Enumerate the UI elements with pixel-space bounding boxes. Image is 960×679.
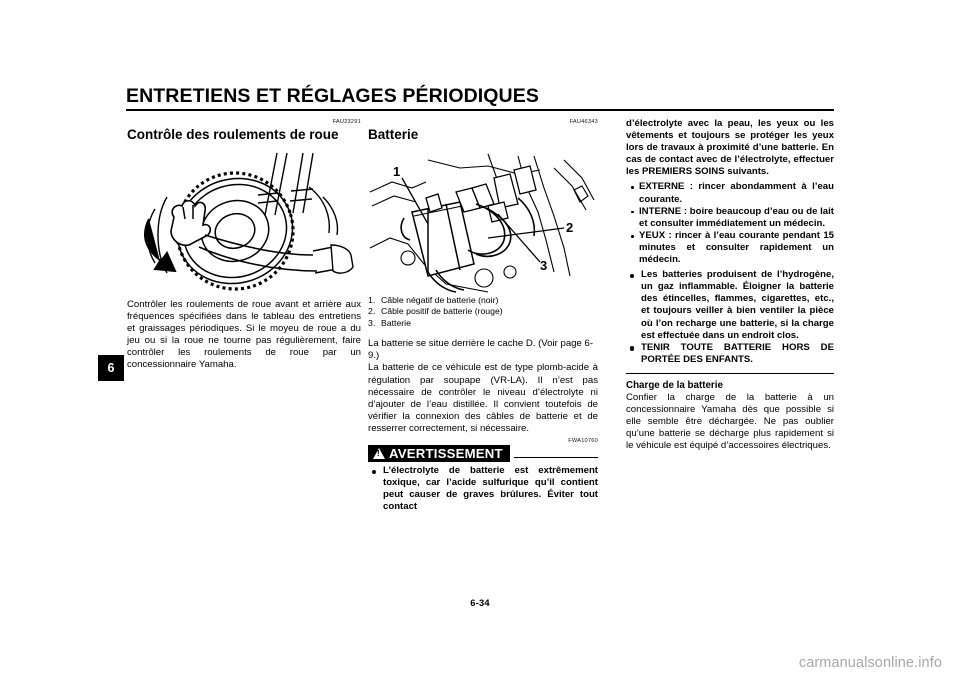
warning-label-box — [368, 445, 510, 462]
warning-bullet-list — [368, 465, 598, 513]
warning-continued-paragraph: d’électrolyte avec la peau, les yeux ou les vêtements et toujours se protéger les yeux lors de travaux à proximité d’une batterie. En cas de contact avec de l’électrolyte, effectuer les PREMIERS SOINS suivants. — [626, 118, 834, 178]
caption-text: Batterie — [381, 317, 411, 328]
reference-code-warning: FWA10760 — [568, 438, 598, 445]
list-item: L’électrolyte de batterie est extrêmement toxique, car l’acide sulfurique qu’il contient peut causer de graves brûlures. Éviter tout contact — [368, 465, 598, 513]
section-divider — [626, 373, 834, 374]
caption-text: Câble positif de batterie (rouge) — [381, 306, 503, 317]
column-three — [626, 118, 834, 453]
first-aid-list — [626, 181, 834, 266]
list-item: YEUX : rincer à l’eau courante pendant 15 minutes et consulter rapidement un médecin. — [626, 230, 834, 266]
list-item: 2. Câble positif de batterie (rouge) — [368, 306, 503, 317]
warning-header — [368, 445, 598, 462]
warning-label: AVERTISSEMENT — [389, 445, 503, 461]
list-item: 3. Batterie — [368, 317, 411, 328]
list-item: INTERNE : boire beaucoup d’eau ou de lait et consulter immédiatement un médecin. — [626, 206, 834, 230]
section-title-wheel-bearing: Contrôle des roulements de roue — [127, 127, 339, 142]
warning-bullet-list-continued — [626, 269, 834, 366]
wheel-bearing-check-illustration — [127, 151, 361, 299]
charge-paragraph: Confier la charge de la batterie à un concessionnaire Yamaha dès que possible si elle semble être déchargée. Ne pas oublier qu’une batterie se décharge plus rapidement si le véhicule est équipé d’accessoires électriques. — [626, 392, 834, 452]
figure-callout-3: 3 — [540, 257, 548, 273]
column-two — [368, 118, 598, 513]
reference-code-battery: FAU46343 — [569, 119, 598, 125]
chapter-tab: 6 — [98, 355, 124, 381]
subsection-title-charge: Charge de la batterie — [626, 379, 723, 391]
reference-code-wheel-bearing: FAU23291 — [332, 119, 361, 125]
caption-text: Câble négatif de batterie (noir) — [381, 294, 499, 305]
figure-callout-1: 1 — [393, 163, 401, 179]
list-item: 1. Câble négatif de batterie (noir) — [368, 294, 499, 305]
warning-block — [368, 437, 598, 513]
running-head — [126, 86, 834, 111]
section-title-battery: Batterie — [368, 127, 419, 142]
watermark: carmanualsonline.info — [798, 655, 942, 671]
page-number: 6-34 — [470, 598, 490, 608]
column-one — [127, 118, 361, 371]
warning-rule — [514, 457, 598, 458]
page-title: ENTRETIENS ET RÉGLAGES PÉRIODIQUES — [126, 85, 539, 107]
figure-caption-list — [368, 295, 598, 330]
battery-location-paragraph: La batterie se situe derrière le cache D. (Voir page 6-9.) — [368, 338, 594, 362]
list-item: TENIR TOUTE BATTERIE HORS DE PORTÉE DES ENFANTS. — [626, 342, 834, 366]
figure-callout-2: 2 — [566, 219, 574, 235]
battery-location-illustration — [368, 152, 598, 295]
list-item: EXTERNE : rincer abondamment à l’eau courante. — [626, 181, 834, 205]
wheel-bearing-paragraph: Contrôler les roulements de roue avant et arrière aux fréquences spécifiées dans le tableau des entretiens et graissages périodiques. Si le moyeu de roue a du jeu ou si la roue ne tourne pas régulièrement, faire contrôler les roulements de roue par un concessionnaire Yamaha. — [127, 298, 361, 370]
header-divider — [126, 109, 834, 111]
battery-type-paragraph: La batterie de ce véhicule est de type plomb-acide à régulation par soupape (VR-LA). Il n’est pas nécessaire de contrôler le niveau d’électrolyte ni d’ajouter de l’eau distillée. Il convient toutefois de vérifier la connexion des câbles de batterie et de resserrer correctement, si nécessaire. — [368, 362, 598, 434]
warning-triangle-icon — [373, 448, 385, 459]
list-item: Les batteries produisent de l’hydrogène, un gaz inflammable. Éloigner la batterie des étincelles, flammes, cigarettes, etc., et toujours veiller à bien ventiler la pièce où l’on recharge une batterie, si la charge est effectuée dans un endroit clos. — [626, 269, 834, 342]
